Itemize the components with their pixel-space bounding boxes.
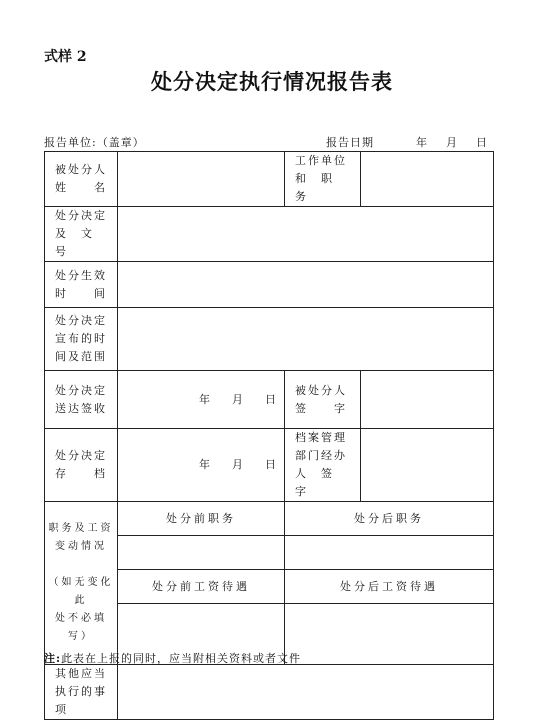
work-unit-label: 工作单位 和 职 务 (285, 152, 361, 207)
announce-field[interactable] (118, 308, 494, 371)
effective-time-label: 处分生效 时 间 (45, 262, 118, 308)
row-subject (45, 152, 494, 207)
effective-time-field[interactable] (118, 262, 494, 308)
post-salary-label: 处分后工资待遇 (285, 570, 494, 604)
archive-label: 处分决定 存 档 (45, 429, 118, 502)
post-salary-field[interactable] (285, 604, 494, 665)
announce-label: 处分决定 宣布的时 间及范围 (45, 308, 118, 371)
delivery-date-field[interactable] (118, 371, 285, 429)
subject-sign-label: 被处分人 签 字 (285, 371, 361, 429)
change-label: 职务及工资 变动情况 (48, 523, 114, 552)
report-date-year: 年 (416, 136, 428, 149)
subject-name-field[interactable] (118, 152, 285, 207)
form-number: 式样 2 (44, 49, 87, 65)
change-cell (45, 502, 118, 665)
pre-position-label: 处分前职务 (118, 502, 285, 536)
subject-sign-field[interactable] (361, 371, 494, 429)
date-day: 日 (265, 392, 276, 406)
row-delivery (45, 371, 494, 429)
post-position-label: 处分后职务 (285, 502, 494, 536)
archive-handler-label: 档案管理 部门经办 人 签 字 (285, 429, 361, 502)
work-unit-field[interactable] (361, 152, 494, 207)
date-year: 年 (199, 392, 210, 406)
report-date-day: 日 (476, 136, 488, 149)
pre-position-field[interactable] (118, 536, 285, 570)
change-note: （如无变化此 处不必填写） (48, 577, 114, 642)
row-effective-time (45, 262, 494, 308)
row-archive (45, 429, 494, 502)
delivery-label: 处分决定 送达签收 (45, 371, 118, 429)
row-position-header (45, 502, 494, 536)
subject-name-label: 被处分人 姓 名 (45, 152, 118, 207)
footnote-prefix: 注: (44, 652, 62, 665)
post-position-field[interactable] (285, 536, 494, 570)
date-month: 月 (232, 392, 243, 406)
page-title: 处分决定执行情况报告表 (151, 69, 393, 94)
other-field[interactable] (118, 665, 494, 720)
row-decision-doc (45, 207, 494, 262)
decision-doc-label: 处分决定 及 文 号 (45, 207, 118, 262)
report-date-month: 月 (446, 136, 458, 149)
archive-date-field[interactable] (118, 429, 285, 502)
footnote-text: 此表在上报的同时，应当附相关资料或者文件 (61, 652, 302, 665)
date-month: 月 (232, 458, 243, 471)
other-label: 其他应当 执行的事项 (45, 665, 118, 720)
footnote (44, 650, 301, 666)
pre-salary-label: 处分前工资待遇 (118, 570, 285, 604)
date-day: 日 (265, 458, 276, 471)
reporting-unit-label: 报告单位:（盖章） (44, 136, 145, 149)
row-announce (45, 308, 494, 371)
date-year: 年 (199, 458, 210, 471)
archive-handler-field[interactable] (361, 429, 494, 502)
decision-doc-field[interactable] (118, 207, 494, 262)
report-table (44, 151, 494, 720)
row-other (45, 665, 494, 720)
report-date-label: 报告日期 (326, 136, 374, 149)
